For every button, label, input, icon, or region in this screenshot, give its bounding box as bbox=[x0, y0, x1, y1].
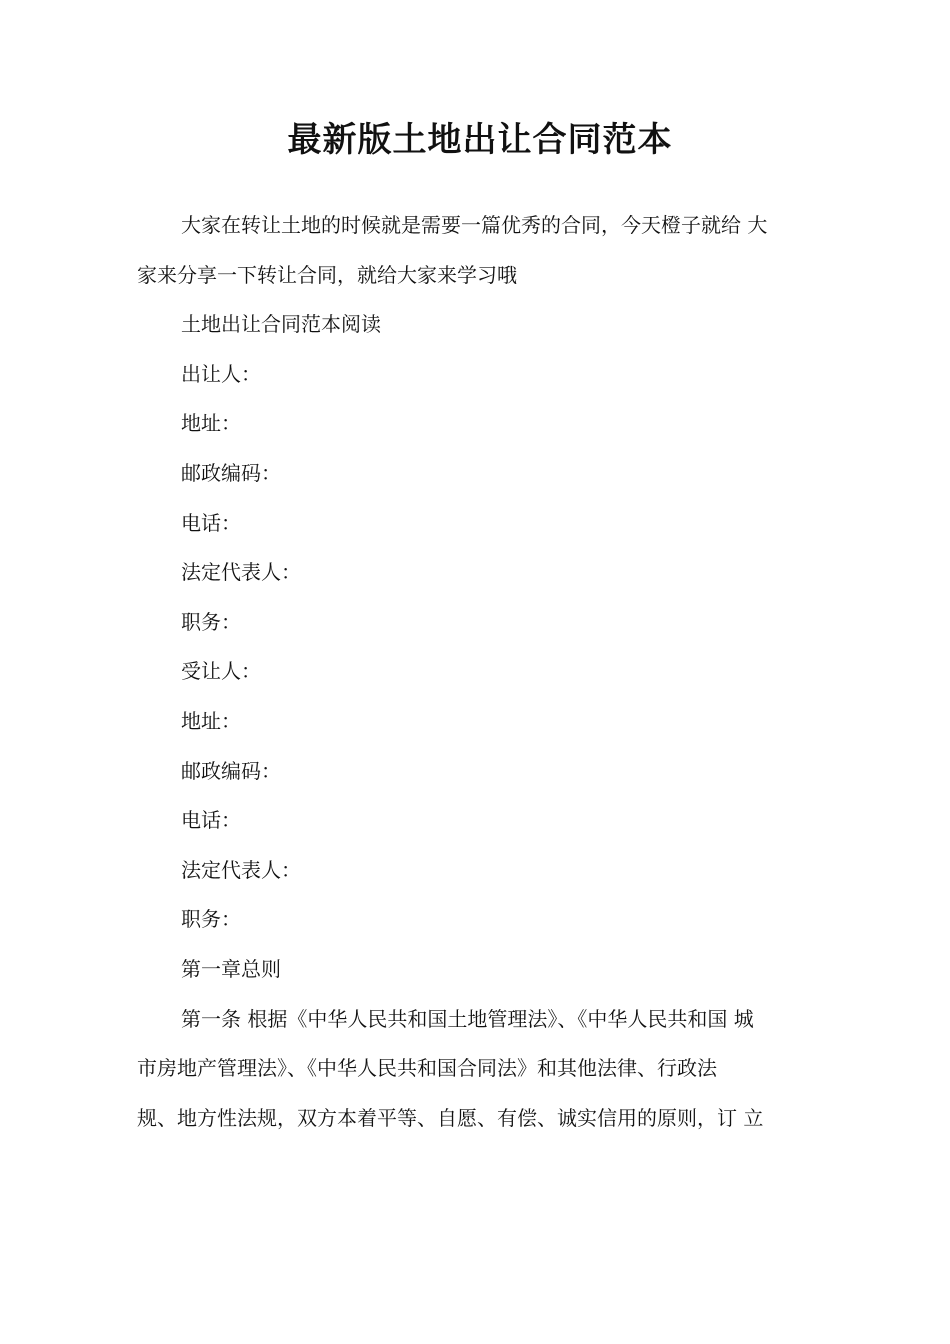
transferor-name-field: 出让人： bbox=[181, 361, 261, 386]
document-body bbox=[137, 201, 827, 1143]
article-one-line-3: 规、地方性法规，双方本着平等、自愿、有偿、诚实信用的原则，订 立 bbox=[137, 1105, 764, 1130]
transferor-postcode-field: 邮政编码： bbox=[181, 460, 281, 485]
transferor-phone-field: 电话： bbox=[181, 510, 241, 535]
article-one-line-2: 市房地产管理法》、《中华人民共和国合同法》和其他法律、行政法 bbox=[137, 1056, 717, 1081]
document-title: 最新版土地出让合同范本 bbox=[287, 120, 673, 160]
article-one-paragraph bbox=[137, 995, 827, 1144]
transferor-legal-rep-field: 法定代表人： bbox=[181, 560, 301, 585]
transferee-address-field: 地址： bbox=[181, 708, 241, 733]
transferor-address-field: 地址： bbox=[181, 411, 241, 436]
transferor-position-field: 职务： bbox=[181, 609, 241, 634]
transferee-position-field: 职务： bbox=[181, 907, 241, 932]
intro-line-2: 家来分享一下转让合同，就给大家来学习哦 bbox=[137, 262, 517, 287]
section-heading: 土地出让合同范本阅读 bbox=[181, 312, 381, 337]
transferee-phone-field: 电话： bbox=[181, 808, 241, 833]
transferee-postcode-field: 邮政编码： bbox=[181, 758, 281, 783]
transferee-name-field: 受让人： bbox=[181, 659, 261, 684]
intro-line-1: 大家在转让土地的时候就是需要一篇优秀的合同，今天橙子就给 大 bbox=[181, 213, 768, 237]
transferee-legal-rep-field: 法定代表人： bbox=[181, 857, 301, 882]
chapter-heading: 第一章总则 bbox=[181, 956, 281, 981]
article-one-line-1: 第一条 根据《中华人民共和国土地管理法》、《中华人民共和国 城 bbox=[181, 1006, 754, 1031]
intro-paragraph bbox=[137, 201, 827, 300]
